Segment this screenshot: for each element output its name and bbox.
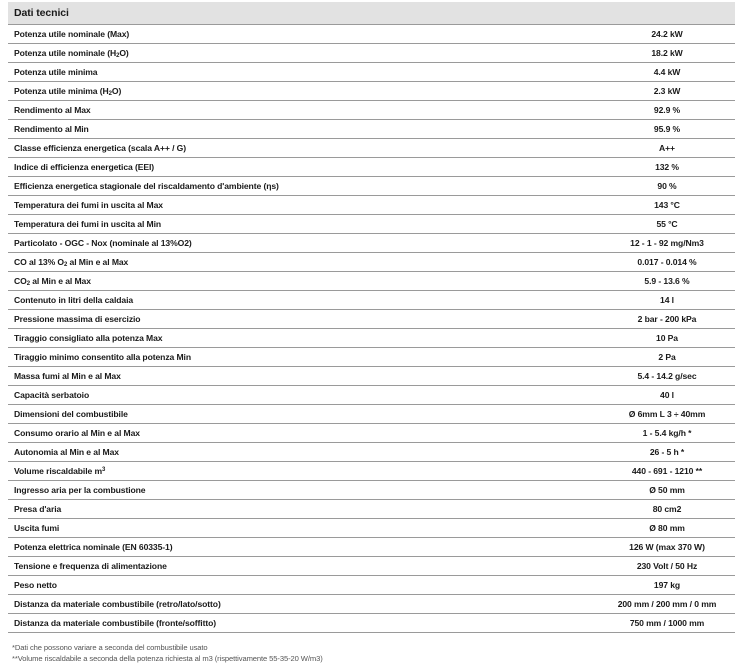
row-value: 132 % — [655, 162, 679, 172]
row-label — [8, 595, 599, 613]
row-label — [8, 614, 599, 632]
table-row — [8, 405, 735, 424]
row-value: A++ — [659, 143, 675, 153]
row-value: 1 - 5.4 kg/h * — [642, 428, 692, 438]
table-row — [8, 25, 735, 44]
row-label — [8, 253, 599, 271]
label-text: Potenza utile nominale (Max) — [14, 29, 130, 39]
table-row — [8, 196, 735, 215]
table-row — [8, 272, 735, 291]
row-label — [8, 329, 599, 347]
table-row — [8, 139, 735, 158]
label-text: Efficienza energetica stagionale del riscaldamento d'ambiente (ηs) — [14, 181, 279, 191]
row-label — [8, 557, 599, 575]
row-value: 197 kg — [653, 580, 681, 590]
label-text: Particolato - OGC - Nox (nominale al 13%O2) — [14, 238, 192, 248]
label-text: Massa fumi al Min e al Max — [14, 371, 121, 381]
label-text: CO al 13% O — [14, 257, 65, 267]
label-text: Tiraggio minimo consentito alla potenza Min — [14, 352, 191, 362]
row-label — [8, 101, 599, 119]
table-row — [8, 177, 735, 196]
row-label — [8, 576, 599, 594]
row-label — [8, 538, 599, 556]
label-text: Temperatura dei fumi in uscita al Max — [14, 200, 163, 210]
row-value: 750 mm / 1000 mm — [629, 618, 705, 628]
label-text: Uscita fumi — [14, 523, 60, 533]
label-text: Pressione massima di esercizio — [14, 314, 141, 324]
row-label — [8, 25, 599, 43]
row-value: 12 - 1 - 92 mg/Nm3 — [630, 238, 704, 248]
label-subscript: 2 — [108, 91, 112, 97]
label-text: Potenza utile minima — [14, 67, 98, 77]
row-value: Ø 6mm L 3 ÷ 40mm — [628, 409, 706, 419]
label-text: Potenza utile minima (H — [14, 86, 109, 96]
table-row — [8, 101, 735, 120]
table-row — [8, 481, 735, 500]
row-label — [8, 82, 599, 100]
label-text: Peso netto — [14, 580, 57, 590]
label-text: Distanza da materiale combustibile (retro/lato/sotto) — [14, 599, 221, 609]
table-row — [8, 614, 735, 633]
row-value: 90 % — [657, 181, 677, 191]
label-text: al Min e al Max — [67, 257, 129, 267]
table-row — [8, 519, 735, 538]
row-value: 5.9 - 13.6 % — [644, 276, 690, 286]
label-text: CO — [14, 276, 27, 286]
table-row — [8, 82, 735, 101]
table-row — [8, 595, 735, 614]
label-text: O) — [111, 86, 122, 96]
table-row — [8, 538, 735, 557]
row-label — [8, 519, 599, 537]
label-text: Indice di efficienza energetica (EEI) — [14, 162, 155, 172]
table-row — [8, 367, 735, 386]
row-label — [8, 443, 599, 461]
row-label — [8, 367, 599, 385]
footnote: **Volume riscaldabile a seconda della potenza richiesta al m3 (rispettivamente 55-35-20 W/m3) — [12, 654, 323, 663]
row-label — [8, 139, 599, 157]
row-value: 440 - 691 - 1210 ** — [631, 466, 703, 476]
row-value: 55 °C — [656, 219, 678, 229]
table-row — [8, 557, 735, 576]
label-text: Potenza utile nominale (H — [14, 48, 117, 58]
label-text: Capacità serbatoio — [14, 390, 90, 400]
row-value: 24.2 kW — [651, 29, 683, 39]
table-row — [8, 348, 735, 367]
row-value: 0.017 - 0.014 % — [637, 257, 697, 267]
row-value: 230 Volt / 50 Hz — [636, 561, 698, 571]
label-text: Rendimento al Min — [14, 124, 89, 134]
table-row — [8, 120, 735, 139]
label-text: Tiraggio consigliato alla potenza Max — [14, 333, 163, 343]
table-row — [8, 44, 735, 63]
row-label — [8, 424, 599, 442]
table-row — [8, 576, 735, 595]
table-row — [8, 500, 735, 519]
row-value: 2 bar - 200 kPa — [637, 314, 697, 324]
row-label — [8, 310, 599, 328]
row-value: 200 mm / 200 mm / 0 mm — [617, 599, 717, 609]
label-text: Autonomia al Min e al Max — [14, 447, 119, 457]
table-row — [8, 234, 735, 253]
label-text: Volume riscaldabile m — [14, 466, 103, 476]
row-label — [8, 63, 599, 81]
technical-data-table — [8, 25, 735, 633]
label-text: Rendimento al Max — [14, 105, 91, 115]
label-text: Ingresso aria per la combustione — [14, 485, 146, 495]
row-label — [8, 120, 599, 138]
row-value: 10 Pa — [656, 333, 678, 343]
label-text: Distanza da materiale combustibile (fronte/soffitto) — [14, 618, 217, 628]
table-title: Dati tecnici — [8, 2, 735, 25]
row-value: 126 W (max 370 W) — [629, 542, 705, 552]
row-label — [8, 272, 599, 290]
row-value: 2 Pa — [658, 352, 676, 362]
label-text: Classe efficienza energetica (scala A++ / G) — [14, 143, 187, 153]
label-text: Dimensioni del combustibile — [14, 409, 128, 419]
technical-data-sheet — [8, 2, 735, 664]
label-text: Temperatura dei fumi in uscita al Min — [14, 219, 162, 229]
table-row — [8, 158, 735, 177]
footnote: *Dati che possono variare a seconda del combustibile usato — [12, 643, 208, 652]
table-row — [8, 462, 735, 481]
label-text: O) — [119, 48, 129, 58]
row-label — [8, 158, 599, 176]
row-value: 95.9 % — [653, 124, 681, 134]
row-label — [8, 500, 599, 518]
table-row — [8, 386, 735, 405]
row-label — [8, 177, 599, 195]
footnotes — [8, 642, 735, 664]
row-value: 5.4 - 14.2 g/sec — [637, 371, 697, 381]
label-text: Consumo orario al Min e al Max — [14, 428, 140, 438]
row-value: 80 cm2 — [652, 504, 682, 514]
row-value: 4.4 kW — [653, 67, 681, 77]
row-value: Ø 50 mm — [649, 485, 685, 495]
row-value: 26 - 5 h * — [649, 447, 685, 457]
table-row — [8, 424, 735, 443]
label-text: Contenuto in litri della caldaia — [14, 295, 134, 305]
table-row — [8, 63, 735, 82]
table-row — [8, 291, 735, 310]
label-subscript: 2 — [116, 53, 120, 59]
row-value: 92.9 % — [653, 105, 681, 115]
label-subscript: 2 — [26, 281, 30, 287]
table-row — [8, 215, 735, 234]
row-value: 143 °C — [654, 200, 680, 210]
label-text: Tensione e frequenza di alimentazione — [14, 561, 167, 571]
table-row — [8, 443, 735, 462]
row-label — [8, 215, 599, 233]
row-label — [8, 234, 599, 252]
label-text: al Min e al Max — [29, 276, 91, 286]
row-label — [8, 348, 599, 366]
row-value: 2.3 kW — [653, 86, 681, 96]
label-text: Potenza elettrica nominale (EN 60335-1) — [14, 542, 173, 552]
table-row — [8, 253, 735, 272]
row-label — [8, 462, 599, 480]
row-value: 18.2 kW — [651, 48, 683, 58]
table-row — [8, 329, 735, 348]
row-value: 14 l — [660, 295, 674, 305]
row-label — [8, 481, 599, 499]
label-superscript: 3 — [102, 467, 106, 473]
row-label — [8, 405, 599, 423]
table-row — [8, 310, 735, 329]
label-text: Presa d'aria — [14, 504, 62, 514]
label-subscript: 2 — [64, 262, 68, 268]
row-label — [8, 44, 599, 62]
row-value: Ø 80 mm — [649, 523, 685, 533]
row-label — [8, 386, 599, 404]
row-value: 40 l — [660, 390, 674, 400]
row-label — [8, 291, 599, 309]
row-label — [8, 196, 599, 214]
